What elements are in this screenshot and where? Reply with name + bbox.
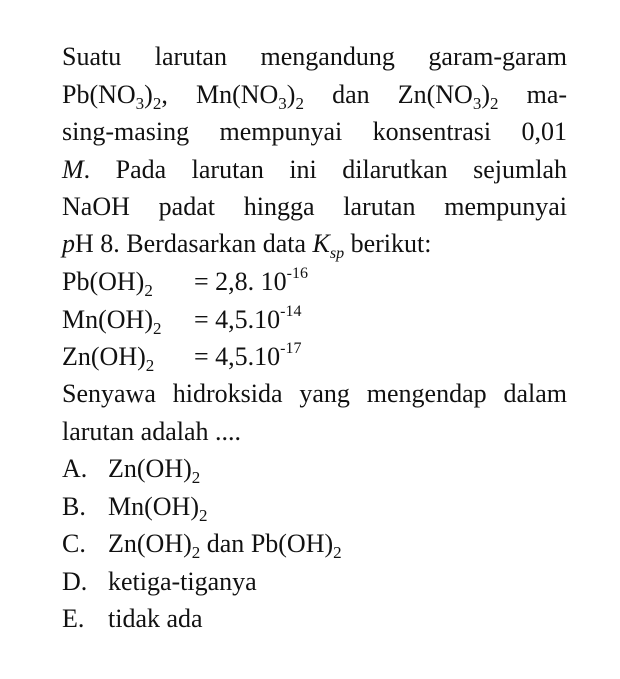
question-line-2: $Pb(NO_3)_2$, $Mn(NO_3)_2$ dan $Zn(NO_3)_2$ ma- bbox=[62, 80, 568, 113]
option-text: $Mn(OH)_2$ bbox=[108, 492, 208, 525]
option-letter: A. bbox=[62, 454, 88, 483]
option-letter: E. bbox=[62, 604, 85, 633]
salt-pb-nitrate: $Pb(NO_3)_2$, bbox=[62, 80, 168, 113]
salt-zn-nitrate: $Zn(NO_3)_2$ bbox=[397, 80, 499, 113]
ksp-compound: $Mn(OH)_2$ bbox=[62, 305, 162, 338]
ksp-row bbox=[62, 265, 567, 299]
ksp-compound: $Pb(OH)_2$ bbox=[62, 267, 153, 300]
option-text: $Zn(OH)_2$ bbox=[108, 454, 201, 487]
prompt-line-1: Senyawa hidroksida yang mengendap dalam bbox=[62, 379, 567, 408]
option-letter: D. bbox=[62, 567, 88, 596]
question-line-6: pH 8. Berdasarkan data $K_{sp}$ berikut: bbox=[62, 229, 432, 262]
ksp-value: = $4,5.10^{-17}$ bbox=[194, 340, 302, 371]
option-text: ketiga-tiganya bbox=[108, 567, 257, 596]
option-letter: B. bbox=[62, 492, 86, 521]
option-text: tidak ada bbox=[108, 604, 203, 633]
option-letter: C. bbox=[62, 529, 86, 558]
option-e[interactable] bbox=[62, 602, 567, 636]
question-line-1: Suatu larutan mengandung garam-garam bbox=[62, 42, 567, 71]
option-d[interactable] bbox=[62, 565, 567, 599]
ksp-compound: $Zn(OH)_2$ bbox=[62, 342, 155, 375]
question-line-4: M. Pada larutan ini dilarutkan sejumlah bbox=[62, 155, 567, 184]
ksp-symbol: $K_{sp}$ bbox=[312, 229, 345, 262]
option-b[interactable] bbox=[62, 490, 567, 524]
salt-mn-nitrate: $Mn(NO_3)_2$ bbox=[195, 80, 304, 113]
option-text: $Zn(OH)_2$ dan $Pb(OH)_2$ bbox=[108, 529, 342, 562]
option-c[interactable] bbox=[62, 527, 567, 561]
ksp-value: = $4,5.10^{-14}$ bbox=[194, 303, 302, 334]
question-line-5: NaOH padat hingga larutan mempunyai bbox=[62, 192, 567, 221]
ksp-row bbox=[62, 303, 567, 337]
option-a[interactable] bbox=[62, 452, 567, 486]
ksp-row bbox=[62, 340, 567, 374]
ksp-value: = 2,8. $10^{-16}$ bbox=[194, 265, 308, 296]
question-line-3: sing-masing mempunyai konsentrasi 0,01 bbox=[62, 117, 567, 146]
prompt-line-2: larutan adalah .... bbox=[62, 417, 242, 446]
